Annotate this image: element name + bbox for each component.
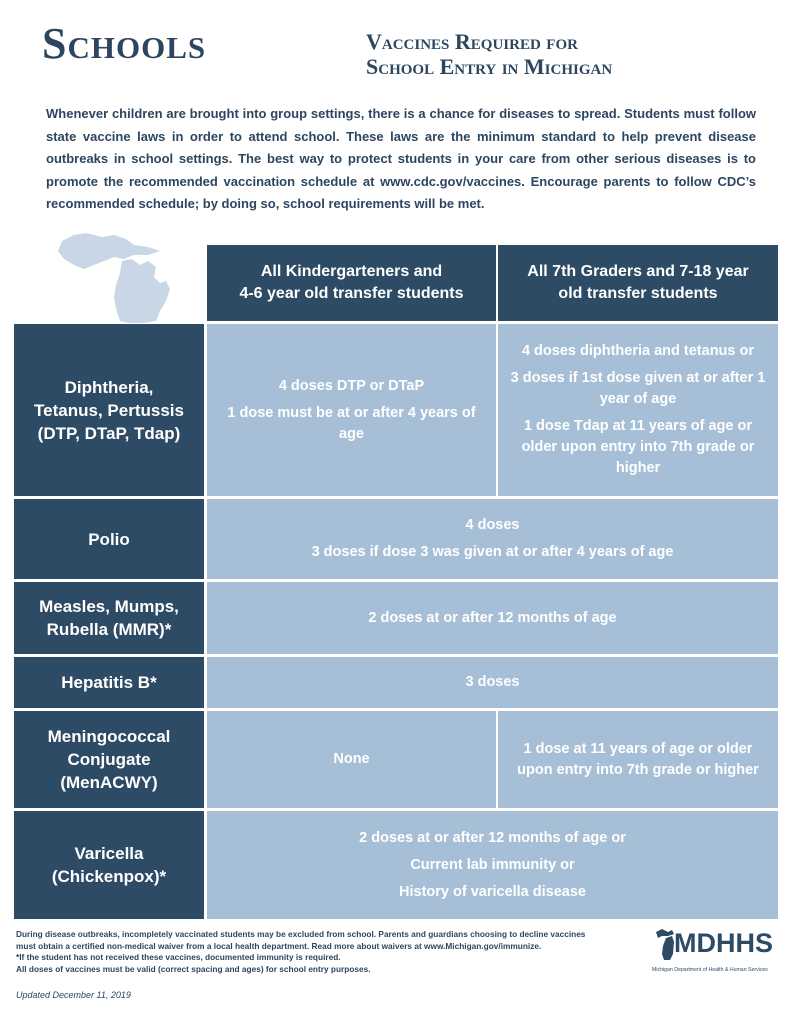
mmr-requirement	[207, 582, 778, 654]
requirement-text: History of varicella disease	[399, 883, 586, 900]
requirement-text: 3 doses if 1st dose given at or after 1 year of age	[510, 370, 766, 407]
header-kindergarten-line-1: All Kindergarteners and	[260, 263, 443, 280]
requirement-text: 2 doses at or after 12 months of age or	[359, 829, 626, 846]
hepatitis-b-requirement	[207, 657, 778, 708]
michigan-map-icon	[44, 225, 194, 325]
page-subtitle	[366, 30, 612, 79]
row-label-menacwy	[14, 711, 204, 808]
row-label-line: Diphtheria,	[64, 377, 154, 397]
requirement-text: 2 doses at or after 12 months of age	[368, 609, 617, 626]
row-label-line: Tetanus, Pertussis	[34, 400, 184, 420]
header-7th-grade	[498, 245, 778, 321]
dtp-kindergarten-requirement	[207, 324, 496, 496]
requirement-text: 4 doses diphtheria and tetanus or	[521, 343, 755, 359]
varicella-requirement	[207, 811, 778, 919]
requirement-text: 4 doses DTP or DTaP	[278, 377, 425, 394]
menacwy-kindergarten-requirement	[207, 711, 496, 808]
subtitle-line-2: School Entry in Michigan	[366, 53, 613, 79]
row-label-line: (Chickenpox)*	[51, 867, 167, 886]
updated-date: Updated December 11, 2019	[16, 990, 131, 1000]
footer-notes	[16, 929, 636, 975]
row-label-line: Hepatitis B*	[61, 673, 157, 692]
row-label-mmr	[14, 582, 204, 654]
header-kindergarten-line-2: 4-6 year old transfer students	[239, 285, 464, 302]
requirement-text: Current lab immunity or	[410, 856, 575, 873]
row-label-line: (DTP, DTaP, Tdap)	[37, 423, 181, 443]
row-label-line: Meningococcal	[47, 727, 171, 746]
requirement-text: 3 doses if dose 3 was given at or after 4 years of age	[311, 544, 674, 560]
menacwy-7th-grade-requirement	[498, 711, 778, 808]
row-label-line: Varicella	[74, 844, 144, 863]
row-label-line: Conjugate	[67, 750, 151, 769]
requirement-text: 4 doses	[465, 517, 520, 533]
row-label-line: Rubella (MMR)*	[46, 620, 172, 639]
row-label-line: Polio	[88, 529, 130, 549]
header-7th-grade-line-1: All 7th Graders and 7-18 year	[527, 263, 749, 280]
intro-paragraph: Whenever children are brought into group settings, there is a chance for diseases to spread. Students must follow state vaccine laws in order to attend school. These laws are the minimum standard to help prevent disease outbreaks in school settings. The best way to protect students in your care from other serious diseases is to promote the recommended vaccination schedule at www.cdc.gov/vaccines. Encourage parents to follow CDC’s recommended schedule; by doing so, school requirements will be met.	[46, 106, 756, 211]
row-label-line: (MenACWY)	[60, 773, 158, 792]
footer-line: During disease outbreaks, incompletely vaccinated students may be excluded from school. Parents and guardians choosing to decline vaccines	[16, 929, 586, 939]
header-7th-grade-line-2: old transfer students	[558, 285, 718, 302]
row-label-varicella	[14, 811, 204, 919]
requirement-text: 1 dose at 11 years of age or older upon entry into 7th grade or higher	[517, 740, 759, 778]
row-label-polio	[14, 499, 204, 579]
requirement-text: 1 dose must be at or after 4 years of age	[227, 404, 476, 442]
row-label-hepatitis-b	[14, 657, 204, 708]
footer-line: must obtain a certified non-medical waiver from a local health department. Read more about waivers at www.Michigan.gov/immunize.	[16, 940, 542, 951]
requirement-text: 3 doses	[465, 674, 520, 690]
header-kindergarten	[207, 245, 496, 321]
page-title: Schools	[42, 19, 207, 68]
dtp-7th-grade-requirement	[498, 324, 778, 496]
subtitle-line-1: Vaccines Required for	[366, 29, 578, 54]
row-label-line: Measles, Mumps,	[39, 597, 179, 616]
logo-text: MDHHS	[674, 928, 773, 958]
requirement-text: None	[333, 751, 370, 767]
row-label-dtp	[14, 324, 204, 496]
logo-subtitle: Michigan Department of Health & Human Services	[652, 967, 768, 973]
footer-line: *If the student has not received these vaccines, documented immunity is required.	[16, 952, 341, 962]
footer-line: All doses of vaccines must be valid (correct spacing and ages) for school entry purposes.	[16, 963, 371, 974]
polio-requirement	[207, 499, 778, 579]
requirement-text: 1 dose Tdap at 11 years of age or older upon entry into 7th grade or higher	[521, 418, 755, 476]
